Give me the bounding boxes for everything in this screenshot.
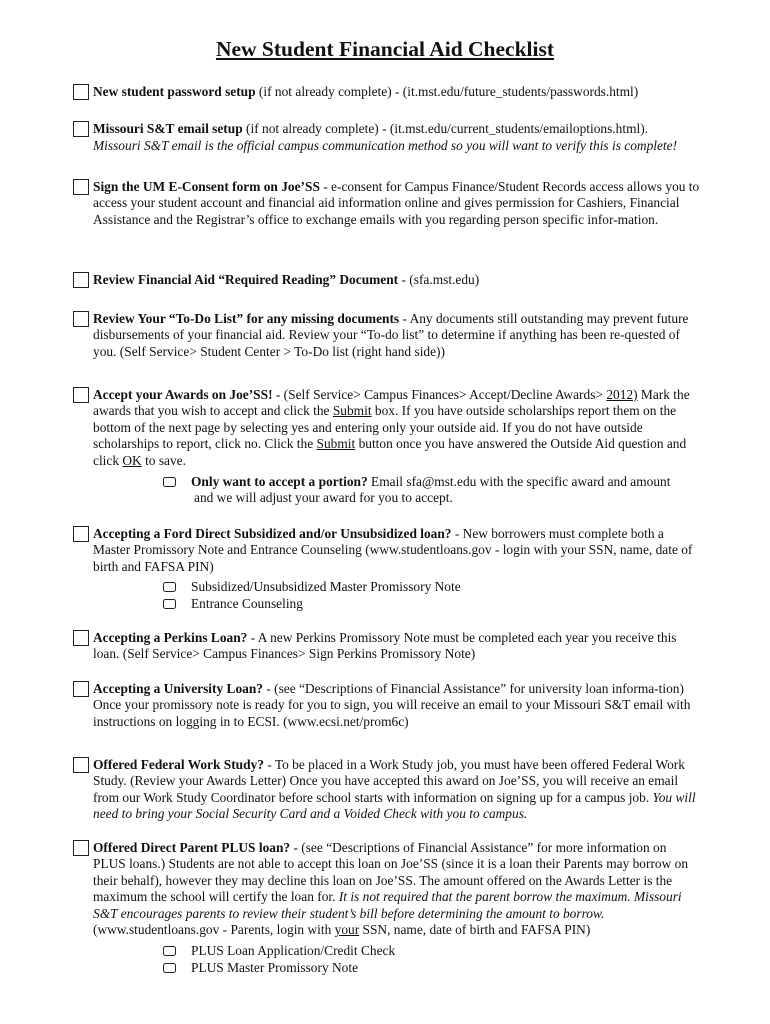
item-heading: Accepting a Perkins Loan? [93,630,248,645]
sub-checkbox[interactable] [163,599,176,609]
checklist-item-parent-plus-loan [73,840,701,938]
year-link: 2012) [606,387,638,402]
item-heading: Offered Direct Parent PLUS loan? [93,840,291,855]
checklist-item-password-setup [73,84,701,100]
ok-label: OK [122,452,142,468]
sub-text: Email sfa@mst.edu with the specific award and amount [367,474,671,489]
item-text: - To be placed in a Work Study job, you must have been offered Federal Work Study. (Review your Awards Letter) Once you have accepted this award on Joe’SS, you will receive an email from our Work Study Coordinator before school starts with information on signing up for a campus job. [93,757,685,805]
item-text: - (see “Descriptions of Financial Assistance” for university loan informa-tion) Once your promissory note is ready for you to sign, you will receive an email to your Missouri S&T email with instructions on logging in to ECSI. (www.ecsi.net/prom6c) [93,681,691,729]
item-text: button once you have answered the Outside Aid question and click [93,436,687,468]
item-heading: New student password setup [93,84,256,99]
item-text: - (Self Service> Campus Finances> Accept/Decline Awards> [272,387,607,402]
item-text: box. If you have outside scholarships report them on the bottom of the next page by selecting yes and entering only your outside aid. If you do not have outside scholarships to report, click no. Click the [93,403,677,452]
sub-text: PLUS Master Promissory Note [191,960,359,975]
checklist-item-university-loan [73,681,701,730]
submit-label: Submit [316,436,356,452]
sub-checkbox[interactable] [163,477,176,487]
item-heading: Accepting a University Loan? [93,681,263,696]
checkbox[interactable] [73,526,89,542]
sub-text: Entrance Counseling [191,596,303,611]
checkbox[interactable] [73,272,89,288]
item-heading: Accepting a Ford Direct Subsidized and/or Unsubsidized loan? [93,526,452,541]
checklist-item-to-do-list [73,311,701,360]
checkbox[interactable] [73,630,89,646]
item-text: - A new Perkins Promissory Note must be completed each year you receive this loan. (Self Service> Campus Finances> Sign Perkins Promissory Note) [93,630,677,662]
sub-checkbox[interactable] [163,946,176,956]
item-text: - New borrowers must complete both a Master Promissory Note and Entrance Counseling (www.studentloans.gov - login with your SSN, name, date of birth and FAFSA PIN) [93,526,693,574]
item-text: SSN, name, date of birth and FAFSA PIN) [359,922,591,938]
item-heading: Review Your “To-Do List” for any missing documents [93,311,400,326]
sub-heading: Only want to accept a portion? [191,474,368,489]
checklist-item-required-reading [73,272,701,288]
emphasis: your [334,922,360,938]
item-text: (if not already complete) - (it.mst.edu/current_students/emailoptions.html). [242,121,649,136]
checkbox[interactable] [73,681,89,697]
sub-item-plus-master-promissory-note [163,960,683,976]
checkbox[interactable] [73,84,89,100]
item-note: It is not required that the parent borrow the maximum. Missouri S&T encourages parents to review their student’s bill before determining the amount to borrow. [93,889,682,921]
item-heading: Sign the UM E-Consent form on Joe’SS [93,179,320,194]
item-text: Mark the awards that you wish to accept and click the [93,387,690,419]
checkbox[interactable] [73,311,89,327]
item-heading: Missouri S&T email setup [93,121,243,136]
item-text: - Any documents still outstanding may prevent future disbursements of your financial aid. Review your “To-do list” to determine if anything has been re-quested of you. (Self Service> Student Center > To-Do list (right hand side)) [93,311,689,359]
item-text: (if not already complete) - (it.mst.edu/future_students/passwords.html) [255,84,639,99]
checkbox[interactable] [73,179,89,195]
item-text: - (sfa.mst.edu) [398,272,480,287]
checkbox[interactable] [73,121,89,137]
item-text: - e-consent for Campus Finance/Student Records access allows you to access your student account and financial aid information online and gives permission for Cashiers, Financial Assistance and the Registrar’s office to exchange emails with you regarding person specific infor-mation. [93,179,700,227]
sub-item-entrance-counseling [163,596,683,612]
sub-text: and we will adjust your award for you to accept. [194,490,453,506]
checklist-item-email-setup [73,121,701,155]
sub-item-master-promissory-note [163,579,683,595]
checklist-item-ford-direct-loan [73,526,701,575]
item-heading: Accept your Awards on Joe’SS! [93,387,273,402]
sub-item-plus-application [163,943,683,959]
sub-text: Subsidized/Unsubsidized Master Promissory Note [191,579,461,594]
checklist-item-work-study [73,757,701,823]
checkbox[interactable] [73,387,89,403]
item-heading: Offered Federal Work Study? [93,757,264,772]
checklist-item-e-consent [73,179,701,228]
item-text: to save. [141,452,186,468]
sub-item-partial-accept [163,474,723,507]
item-heading: Review Financial Aid “Required Reading” Document [93,272,399,287]
page-title: New Student Financial Aid Checklist [215,37,555,61]
submit-label: Submit [332,403,372,419]
item-note: You will need to bring your Social Security Card and a Voided Check with you to campus. [93,789,696,822]
sub-checkbox[interactable] [163,582,176,592]
checkbox[interactable] [73,757,89,773]
item-text: - (see “Descriptions of Financial Assistance” for more information on PLUS loans.) Students are not able to accept this loan on Joe’SS (since it is a loan their Parents may borrow on their behalf), however they may decline this loan on Joe’SS. The amount offered on the Awards Letter is the maximum the school will certify the loan for. [93,840,689,905]
sub-text: PLUS Loan Application/Credit Check [191,943,396,958]
item-note: Missouri S&T email is the official campus communication method so you will want to verify this is complete! [93,138,678,154]
sub-checkbox[interactable] [163,963,176,973]
checkbox[interactable] [73,840,89,856]
checklist-item-perkins-loan [73,630,701,663]
checklist-item-accept-awards [73,387,701,469]
item-text: (www.studentloans.gov - Parents, login with [93,922,335,938]
